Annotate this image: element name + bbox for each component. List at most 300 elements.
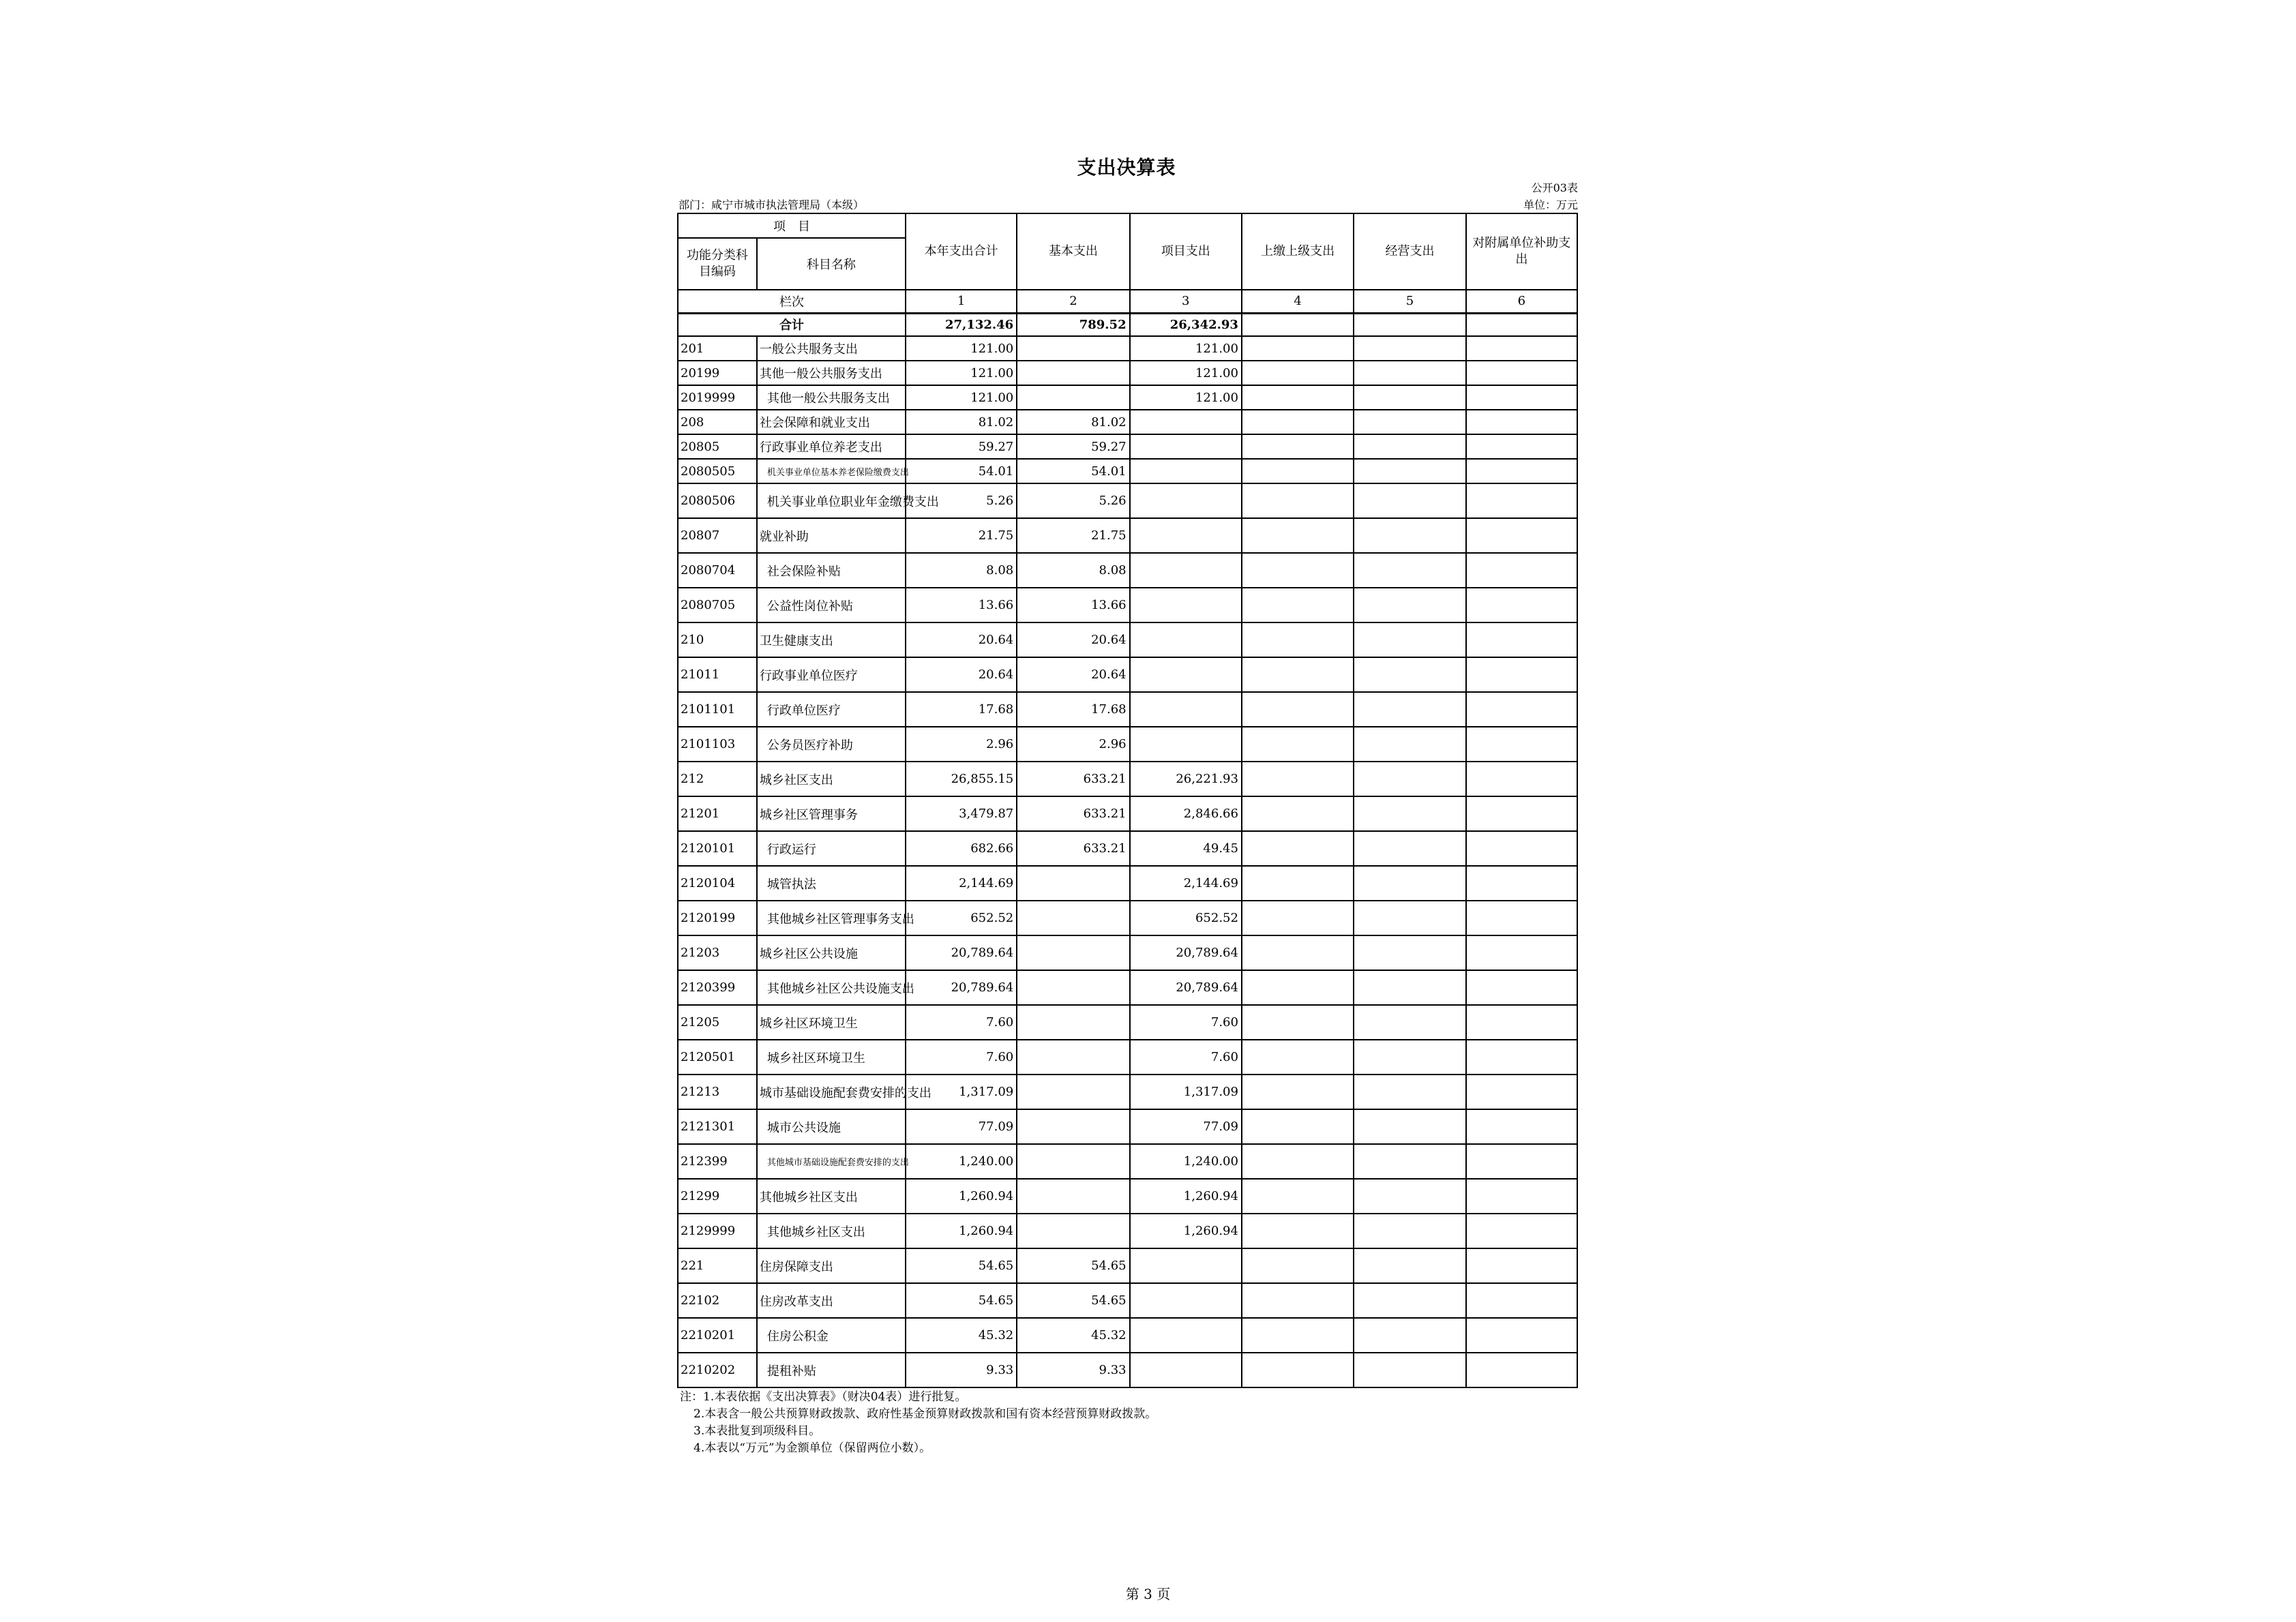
row-business xyxy=(1354,1248,1465,1283)
row-upper xyxy=(1242,1353,1354,1387)
header-col-business: 经营支出 xyxy=(1354,213,1465,290)
table-row xyxy=(678,483,1577,518)
row-name: 机关事业单位职业年金缴费支出 xyxy=(757,483,906,518)
header-num-5: 5 xyxy=(1354,290,1465,313)
row-basic: 633.21 xyxy=(1017,831,1129,866)
table-row xyxy=(678,1283,1577,1318)
row-business xyxy=(1354,1353,1465,1387)
row-project xyxy=(1130,657,1242,692)
row-code: 2120101 xyxy=(678,831,757,866)
row-upper xyxy=(1242,1318,1354,1353)
row-basic: 54.01 xyxy=(1017,459,1129,483)
row-business xyxy=(1354,727,1465,762)
row-code: 201 xyxy=(678,336,757,361)
header-func-code: 功能分类科目编码 xyxy=(678,238,757,290)
table-row xyxy=(678,831,1577,866)
table-row xyxy=(678,434,1577,459)
header-subject-name: 科目名称 xyxy=(757,238,906,290)
row-name: 其他一般公共服务支出 xyxy=(757,361,906,385)
header-num-2: 2 xyxy=(1017,290,1129,313)
table-row xyxy=(678,970,1577,1005)
row-code: 2120199 xyxy=(678,901,757,935)
row-code: 20807 xyxy=(678,518,757,553)
row-basic: 2.96 xyxy=(1017,727,1129,762)
row-project xyxy=(1130,588,1242,622)
row-subsidy xyxy=(1466,1214,1577,1248)
row-code: 2210201 xyxy=(678,1318,757,1353)
row-name: 一般公共服务支出 xyxy=(757,336,906,361)
table-row xyxy=(678,935,1577,970)
row-project xyxy=(1130,1248,1242,1283)
table-row xyxy=(678,1214,1577,1248)
row-project xyxy=(1130,727,1242,762)
row-business xyxy=(1354,361,1465,385)
row-basic: 5.26 xyxy=(1017,483,1129,518)
row-total: 21.75 xyxy=(906,518,1017,553)
row-code: 20805 xyxy=(678,434,757,459)
row-subsidy xyxy=(1466,727,1577,762)
row-business xyxy=(1354,1214,1465,1248)
row-project xyxy=(1130,692,1242,727)
table-row xyxy=(678,692,1577,727)
row-code: 21201 xyxy=(678,796,757,831)
total-v1: 27,132.46 xyxy=(906,313,1017,336)
row-business xyxy=(1354,410,1465,434)
row-basic xyxy=(1017,361,1129,385)
table-row xyxy=(678,518,1577,553)
row-upper xyxy=(1242,518,1354,553)
header-num-1: 1 xyxy=(906,290,1017,313)
row-upper xyxy=(1242,1248,1354,1283)
unit-label: 单位：万元 xyxy=(1523,198,1578,211)
row-code: 2210202 xyxy=(678,1353,757,1387)
note-4: 4.本表以“万元”为金额单位（保留两位小数）。 xyxy=(694,1441,931,1455)
row-name: 社会保险补贴 xyxy=(757,553,906,588)
row-business xyxy=(1354,762,1465,796)
row-total: 17.68 xyxy=(906,692,1017,727)
table-row xyxy=(678,1353,1577,1387)
table-row xyxy=(678,336,1577,361)
row-basic: 633.21 xyxy=(1017,796,1129,831)
row-name: 住房保障支出 xyxy=(757,1248,906,1283)
row-total: 8.08 xyxy=(906,553,1017,588)
row-name: 其他城乡社区管理事务支出 xyxy=(757,901,906,935)
table-row xyxy=(678,657,1577,692)
row-code: 2019999 xyxy=(678,385,757,410)
row-business xyxy=(1354,1040,1465,1075)
row-business xyxy=(1354,336,1465,361)
row-code: 2121301 xyxy=(678,1109,757,1144)
row-subsidy xyxy=(1466,1109,1577,1144)
row-name: 住房公积金 xyxy=(757,1318,906,1353)
table-row xyxy=(678,385,1577,410)
row-business xyxy=(1354,1144,1465,1179)
row-name: 城乡社区管理事务 xyxy=(757,796,906,831)
row-subsidy xyxy=(1466,1318,1577,1353)
row-upper xyxy=(1242,657,1354,692)
row-business xyxy=(1354,935,1465,970)
row-subsidy xyxy=(1466,692,1577,727)
row-name: 公益性岗位补贴 xyxy=(757,588,906,622)
row-business xyxy=(1354,622,1465,657)
row-name: 城乡社区环境卫生 xyxy=(757,1005,906,1040)
row-subsidy xyxy=(1466,553,1577,588)
row-project: 121.00 xyxy=(1130,361,1242,385)
row-total: 20.64 xyxy=(906,622,1017,657)
row-subsidy xyxy=(1466,866,1577,901)
row-basic xyxy=(1017,866,1129,901)
row-basic xyxy=(1017,1179,1129,1214)
row-name: 城市公共设施 xyxy=(757,1109,906,1144)
row-code: 2120104 xyxy=(678,866,757,901)
row-total: 7.60 xyxy=(906,1005,1017,1040)
table-row xyxy=(678,866,1577,901)
header-col-project: 项目支出 xyxy=(1130,213,1242,290)
table-row xyxy=(678,1179,1577,1214)
row-name: 其他城乡社区支出 xyxy=(757,1214,906,1248)
row-upper xyxy=(1242,1214,1354,1248)
table-row xyxy=(678,622,1577,657)
row-upper xyxy=(1242,1109,1354,1144)
table-row xyxy=(678,796,1577,831)
row-upper xyxy=(1242,588,1354,622)
row-total: 54.65 xyxy=(906,1283,1017,1318)
row-total: 54.01 xyxy=(906,459,1017,483)
row-subsidy xyxy=(1466,1075,1577,1109)
row-name: 就业补助 xyxy=(757,518,906,553)
row-upper xyxy=(1242,553,1354,588)
row-name: 行政运行 xyxy=(757,831,906,866)
row-business xyxy=(1354,434,1465,459)
page-title: 支出决算表 xyxy=(1077,156,1176,179)
row-business xyxy=(1354,483,1465,518)
row-business xyxy=(1354,692,1465,727)
row-name: 其他城乡社区支出 xyxy=(757,1179,906,1214)
row-name: 城乡社区公共设施 xyxy=(757,935,906,970)
row-project xyxy=(1130,459,1242,483)
row-total: 1,240.00 xyxy=(906,1144,1017,1179)
row-code: 21213 xyxy=(678,1075,757,1109)
row-code: 212 xyxy=(678,762,757,796)
table-row xyxy=(678,1005,1577,1040)
row-upper xyxy=(1242,1144,1354,1179)
row-subsidy xyxy=(1466,831,1577,866)
row-name: 行政事业单位医疗 xyxy=(757,657,906,692)
row-upper xyxy=(1242,385,1354,410)
row-code: 208 xyxy=(678,410,757,434)
row-basic: 20.64 xyxy=(1017,657,1129,692)
row-basic: 59.27 xyxy=(1017,434,1129,459)
row-name: 卫生健康支出 xyxy=(757,622,906,657)
row-business xyxy=(1354,459,1465,483)
row-basic xyxy=(1017,1040,1129,1075)
row-subsidy xyxy=(1466,901,1577,935)
total-v5 xyxy=(1354,313,1465,336)
row-project: 2,144.69 xyxy=(1130,866,1242,901)
table-row xyxy=(678,1040,1577,1075)
row-business xyxy=(1354,588,1465,622)
row-basic: 54.65 xyxy=(1017,1248,1129,1283)
row-basic xyxy=(1017,1005,1129,1040)
row-code: 21203 xyxy=(678,935,757,970)
row-basic: 21.75 xyxy=(1017,518,1129,553)
row-project: 1,317.09 xyxy=(1130,1075,1242,1109)
row-business xyxy=(1354,518,1465,553)
note-3: 3.本表批复到项级科目。 xyxy=(694,1424,821,1438)
row-upper xyxy=(1242,336,1354,361)
row-name: 其他一般公共服务支出 xyxy=(757,385,906,410)
row-basic: 13.66 xyxy=(1017,588,1129,622)
header-col-subsidy: 对附属单位补助支出 xyxy=(1466,213,1577,290)
row-total: 682.66 xyxy=(906,831,1017,866)
row-total: 2,144.69 xyxy=(906,866,1017,901)
row-project: 77.09 xyxy=(1130,1109,1242,1144)
row-code: 20199 xyxy=(678,361,757,385)
row-subsidy xyxy=(1466,1248,1577,1283)
row-code: 2120399 xyxy=(678,970,757,1005)
row-total: 7.60 xyxy=(906,1040,1017,1075)
row-code: 212399 xyxy=(678,1144,757,1179)
row-basic xyxy=(1017,901,1129,935)
row-total: 3,479.87 xyxy=(906,796,1017,831)
note-2: 2.本表含一般公共预算财政拨款、政府性基金预算财政拨款和国有资本经营预算财政拨款。 xyxy=(694,1407,1157,1421)
row-total: 20.64 xyxy=(906,657,1017,692)
row-subsidy xyxy=(1466,483,1577,518)
page-number: 第 3 页 xyxy=(1125,1586,1171,1602)
row-subsidy xyxy=(1466,336,1577,361)
row-business xyxy=(1354,970,1465,1005)
row-code: 22102 xyxy=(678,1283,757,1318)
row-basic: 54.65 xyxy=(1017,1283,1129,1318)
row-code: 2080506 xyxy=(678,483,757,518)
row-project xyxy=(1130,1318,1242,1353)
row-code: 2101103 xyxy=(678,727,757,762)
total-row xyxy=(678,313,1577,336)
row-name: 城管执法 xyxy=(757,866,906,901)
table-row xyxy=(678,553,1577,588)
row-project: 49.45 xyxy=(1130,831,1242,866)
row-subsidy xyxy=(1466,410,1577,434)
row-business xyxy=(1354,1318,1465,1353)
row-upper xyxy=(1242,727,1354,762)
row-code: 21011 xyxy=(678,657,757,692)
row-business xyxy=(1354,385,1465,410)
row-subsidy xyxy=(1466,1005,1577,1040)
row-upper xyxy=(1242,796,1354,831)
row-project: 1,240.00 xyxy=(1130,1144,1242,1179)
row-project xyxy=(1130,483,1242,518)
row-basic: 45.32 xyxy=(1017,1318,1129,1353)
header-col-upper: 上缴上级支出 xyxy=(1242,213,1354,290)
row-project: 26,221.93 xyxy=(1130,762,1242,796)
row-business xyxy=(1354,796,1465,831)
header-project: 项 目 xyxy=(678,213,906,238)
row-business xyxy=(1354,657,1465,692)
row-business xyxy=(1354,866,1465,901)
row-total: 54.65 xyxy=(906,1248,1017,1283)
header-num-6: 6 xyxy=(1466,290,1577,313)
row-project: 121.00 xyxy=(1130,385,1242,410)
row-basic: 17.68 xyxy=(1017,692,1129,727)
row-subsidy xyxy=(1466,1353,1577,1387)
row-business xyxy=(1354,831,1465,866)
row-total: 5.26 xyxy=(906,483,1017,518)
row-basic xyxy=(1017,935,1129,970)
row-basic: 9.33 xyxy=(1017,1353,1129,1387)
row-project xyxy=(1130,1353,1242,1387)
table-row xyxy=(678,361,1577,385)
form-number: 公开03表 xyxy=(1531,181,1578,194)
row-total: 652.52 xyxy=(906,901,1017,935)
row-subsidy xyxy=(1466,970,1577,1005)
row-subsidy xyxy=(1466,1144,1577,1179)
row-subsidy xyxy=(1466,657,1577,692)
row-project xyxy=(1130,553,1242,588)
row-code: 221 xyxy=(678,1248,757,1283)
row-code: 2120501 xyxy=(678,1040,757,1075)
row-basic: 81.02 xyxy=(1017,410,1129,434)
row-business xyxy=(1354,1283,1465,1318)
row-name: 行政事业单位养老支出 xyxy=(757,434,906,459)
row-upper xyxy=(1242,901,1354,935)
row-name: 城乡社区支出 xyxy=(757,762,906,796)
row-code: 2129999 xyxy=(678,1214,757,1248)
row-total: 45.32 xyxy=(906,1318,1017,1353)
row-upper xyxy=(1242,1005,1354,1040)
row-business xyxy=(1354,553,1465,588)
table-row xyxy=(678,410,1577,434)
row-upper xyxy=(1242,831,1354,866)
row-business xyxy=(1354,1179,1465,1214)
row-upper xyxy=(1242,483,1354,518)
row-upper xyxy=(1242,970,1354,1005)
row-code: 21299 xyxy=(678,1179,757,1214)
row-code: 2080505 xyxy=(678,459,757,483)
header-col-basic: 基本支出 xyxy=(1017,213,1129,290)
row-basic xyxy=(1017,1109,1129,1144)
row-project: 652.52 xyxy=(1130,901,1242,935)
table-row xyxy=(678,1109,1577,1144)
row-basic: 20.64 xyxy=(1017,622,1129,657)
row-name: 行政单位医疗 xyxy=(757,692,906,727)
department-label: 部门：咸宁市城市执法管理局（本级） xyxy=(679,198,865,211)
row-code: 210 xyxy=(678,622,757,657)
row-upper xyxy=(1242,361,1354,385)
row-project xyxy=(1130,518,1242,553)
table-row xyxy=(678,762,1577,796)
row-business xyxy=(1354,1075,1465,1109)
row-code: 2080704 xyxy=(678,553,757,588)
row-basic xyxy=(1017,336,1129,361)
table-row xyxy=(678,727,1577,762)
row-name: 社会保障和就业支出 xyxy=(757,410,906,434)
row-project: 1,260.94 xyxy=(1130,1214,1242,1248)
row-name: 其他城市基础设施配套费安排的支出 xyxy=(757,1144,906,1179)
header-num-3: 3 xyxy=(1130,290,1242,313)
row-business xyxy=(1354,901,1465,935)
row-basic xyxy=(1017,1214,1129,1248)
row-name: 城市基础设施配套费安排的支出 xyxy=(757,1075,906,1109)
row-total: 13.66 xyxy=(906,588,1017,622)
row-subsidy xyxy=(1466,622,1577,657)
row-upper xyxy=(1242,1075,1354,1109)
total-v4 xyxy=(1242,313,1354,336)
table-row xyxy=(678,1318,1577,1353)
row-total: 77.09 xyxy=(906,1109,1017,1144)
header-col-total: 本年支出合计 xyxy=(906,213,1017,290)
row-total: 1,260.94 xyxy=(906,1179,1017,1214)
table-row xyxy=(678,1248,1577,1283)
row-upper xyxy=(1242,459,1354,483)
row-project xyxy=(1130,622,1242,657)
row-total: 2.96 xyxy=(906,727,1017,762)
row-project: 1,260.94 xyxy=(1130,1179,1242,1214)
row-total: 121.00 xyxy=(906,385,1017,410)
row-subsidy xyxy=(1466,385,1577,410)
row-project xyxy=(1130,1283,1242,1318)
header-row-label: 栏次 xyxy=(678,290,906,313)
table-row xyxy=(678,588,1577,622)
row-code: 21205 xyxy=(678,1005,757,1040)
row-business xyxy=(1354,1109,1465,1144)
row-project: 7.60 xyxy=(1130,1005,1242,1040)
row-code: 2080705 xyxy=(678,588,757,622)
row-total: 121.00 xyxy=(906,361,1017,385)
row-subsidy xyxy=(1466,434,1577,459)
row-project xyxy=(1130,410,1242,434)
table-row xyxy=(678,1075,1577,1109)
row-name: 其他城乡社区公共设施支出 xyxy=(757,970,906,1005)
row-project: 2,846.66 xyxy=(1130,796,1242,831)
row-upper xyxy=(1242,434,1354,459)
row-basic: 8.08 xyxy=(1017,553,1129,588)
row-upper xyxy=(1242,935,1354,970)
total-v6 xyxy=(1466,313,1577,336)
row-basic xyxy=(1017,970,1129,1005)
note-1: 注：1.本表依据《支出决算表》（财决04表）进行批复。 xyxy=(680,1390,967,1404)
row-total: 9.33 xyxy=(906,1353,1017,1387)
row-project: 121.00 xyxy=(1130,336,1242,361)
total-label: 合计 xyxy=(678,313,906,336)
notes xyxy=(680,1389,1157,1457)
row-total: 81.02 xyxy=(906,410,1017,434)
row-project: 7.60 xyxy=(1130,1040,1242,1075)
row-name: 提租补贴 xyxy=(757,1353,906,1387)
row-name: 公务员医疗补助 xyxy=(757,727,906,762)
row-subsidy xyxy=(1466,1283,1577,1318)
row-business xyxy=(1354,1005,1465,1040)
row-basic xyxy=(1017,1144,1129,1179)
row-upper xyxy=(1242,410,1354,434)
row-project: 20,789.64 xyxy=(1130,970,1242,1005)
row-project: 20,789.64 xyxy=(1130,935,1242,970)
row-upper xyxy=(1242,1040,1354,1075)
row-subsidy xyxy=(1466,588,1577,622)
row-subsidy xyxy=(1466,935,1577,970)
row-code: 2101101 xyxy=(678,692,757,727)
row-total: 20,789.64 xyxy=(906,935,1017,970)
total-v3: 26,342.93 xyxy=(1130,313,1242,336)
expenditure-table xyxy=(677,213,1578,1388)
row-upper xyxy=(1242,762,1354,796)
row-total: 59.27 xyxy=(906,434,1017,459)
row-name: 机关事业单位基本养老保险缴费支出 xyxy=(757,459,906,483)
row-subsidy xyxy=(1466,518,1577,553)
row-subsidy xyxy=(1466,1040,1577,1075)
row-upper xyxy=(1242,622,1354,657)
row-upper xyxy=(1242,692,1354,727)
row-total: 20,789.64 xyxy=(906,970,1017,1005)
